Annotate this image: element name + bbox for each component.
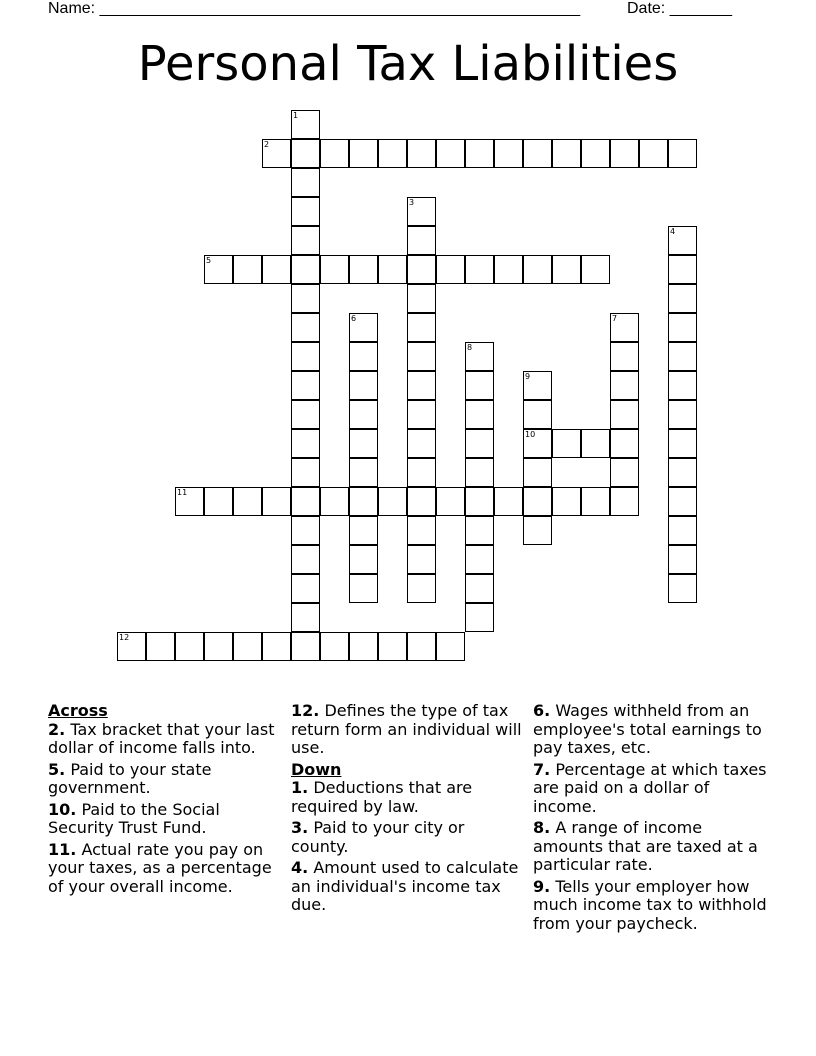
- clue-column-2: [291, 702, 523, 918]
- grid-cell[interactable]: [291, 603, 320, 632]
- clue-number: 4.: [291, 858, 309, 877]
- grid-cell[interactable]: [610, 371, 639, 400]
- grid-cell[interactable]: [291, 400, 320, 429]
- grid-cell[interactable]: [349, 342, 378, 371]
- grid-cell[interactable]: [291, 284, 320, 313]
- grid-cell[interactable]: [349, 139, 378, 168]
- clue-across-5: [48, 761, 280, 798]
- grid-cell[interactable]: [291, 516, 320, 545]
- clue-column-1: [48, 702, 280, 899]
- grid-cell[interactable]: [407, 313, 436, 342]
- grid-cell[interactable]: [668, 313, 697, 342]
- clue-across-10: [48, 801, 280, 838]
- grid-cell[interactable]: [668, 487, 697, 516]
- grid-cell[interactable]: [465, 400, 494, 429]
- cell-number: 7: [612, 314, 618, 323]
- grid-cell[interactable]: [349, 487, 378, 516]
- clue-number: 6.: [533, 701, 551, 720]
- grid-cell[interactable]: [262, 632, 291, 661]
- grid-cell[interactable]: [204, 255, 233, 284]
- grid-cell[interactable]: [465, 516, 494, 545]
- grid-cell[interactable]: [610, 487, 639, 516]
- grid-cell[interactable]: [639, 139, 668, 168]
- grid-cell[interactable]: [262, 255, 291, 284]
- grid-cell[interactable]: [349, 429, 378, 458]
- clue-column-3: [533, 702, 769, 936]
- clue-number: 7.: [533, 759, 551, 779]
- grid-cell[interactable]: [407, 545, 436, 574]
- grid-cell[interactable]: [117, 632, 146, 661]
- clue-down-3: [291, 819, 523, 856]
- grid-cell[interactable]: [349, 313, 378, 342]
- grid-cell[interactable]: [146, 632, 175, 661]
- grid-cell[interactable]: [581, 255, 610, 284]
- page-title: Personal Tax Liabilities: [137, 36, 679, 92]
- clue-down-6: [533, 702, 769, 758]
- grid-cell[interactable]: [291, 226, 320, 255]
- grid-cell[interactable]: [465, 458, 494, 487]
- clue-number: 9.: [533, 876, 551, 896]
- grid-cell[interactable]: [523, 255, 552, 284]
- grid-cell[interactable]: [378, 139, 407, 168]
- across-heading: Across: [48, 701, 108, 720]
- grid-cell[interactable]: [407, 429, 436, 458]
- grid-cell[interactable]: [668, 284, 697, 313]
- grid-cell[interactable]: [407, 632, 436, 661]
- grid-cell[interactable]: [349, 458, 378, 487]
- grid-cell[interactable]: [465, 574, 494, 603]
- grid-cell[interactable]: [668, 574, 697, 603]
- grid-cell[interactable]: [262, 487, 291, 516]
- grid-cell[interactable]: [407, 371, 436, 400]
- grid-cell[interactable]: [175, 487, 204, 516]
- grid-cell[interactable]: [668, 429, 697, 458]
- grid-cell[interactable]: [407, 255, 436, 284]
- grid-cell[interactable]: [291, 197, 320, 226]
- grid-cell[interactable]: [668, 371, 697, 400]
- grid-cell[interactable]: [494, 139, 523, 168]
- clue-number: 1.: [291, 778, 309, 797]
- grid-cell[interactable]: [465, 429, 494, 458]
- grid-cell[interactable]: [349, 574, 378, 603]
- grid-cell[interactable]: [320, 139, 349, 168]
- grid-cell[interactable]: [291, 255, 320, 284]
- grid-cell[interactable]: [581, 429, 610, 458]
- grid-cell[interactable]: [610, 458, 639, 487]
- grid-cell[interactable]: [668, 545, 697, 574]
- grid-cell[interactable]: [291, 632, 320, 661]
- grid-cell[interactable]: [204, 632, 233, 661]
- clue-across-11: [48, 841, 280, 897]
- clue-text: Paid to your state government.: [48, 759, 212, 797]
- grid-cell[interactable]: [407, 226, 436, 255]
- grid-cell[interactable]: [610, 313, 639, 342]
- grid-cell[interactable]: [349, 255, 378, 284]
- clue-text: A range of income amounts that are taxed at a particular rate.: [533, 818, 758, 874]
- grid-cell[interactable]: [291, 371, 320, 400]
- grid-cell[interactable]: [465, 342, 494, 371]
- grid-cell[interactable]: [581, 487, 610, 516]
- grid-cell[interactable]: [552, 139, 581, 168]
- grid-cell[interactable]: [436, 255, 465, 284]
- grid-cell[interactable]: [407, 458, 436, 487]
- clue-text: Amount used to calculate an individual's income tax due.: [291, 858, 519, 914]
- grid-cell[interactable]: [349, 632, 378, 661]
- clue-number: 11.: [48, 839, 77, 859]
- grid-cell[interactable]: [407, 139, 436, 168]
- grid-cell[interactable]: [291, 139, 320, 168]
- grid-cell[interactable]: [407, 574, 436, 603]
- grid-cell[interactable]: [291, 574, 320, 603]
- clue-text: Deductions that are required by law.: [291, 778, 473, 816]
- grid-cell[interactable]: [668, 139, 697, 168]
- name-field[interactable]: Name: ______________________________________________________: [48, 0, 581, 17]
- clue-text: Defines the type of tax return form an individual will use.: [291, 701, 522, 757]
- grid-cell[interactable]: [349, 371, 378, 400]
- grid-cell[interactable]: [436, 139, 465, 168]
- grid-cell[interactable]: [233, 255, 262, 284]
- clue-text: Tax bracket that your last dollar of income falls into.: [48, 719, 275, 757]
- clue-number: 12.: [291, 701, 320, 720]
- grid-cell[interactable]: [610, 139, 639, 168]
- grid-cell[interactable]: [465, 603, 494, 632]
- clue-number: 2.: [48, 719, 66, 739]
- cell-number: 2: [264, 140, 270, 149]
- grid-cell[interactable]: [494, 255, 523, 284]
- grid-cell[interactable]: [465, 371, 494, 400]
- grid-cell[interactable]: [349, 545, 378, 574]
- cell-number: 5: [206, 256, 212, 265]
- grid-cell[interactable]: [233, 487, 262, 516]
- down-heading: Down: [291, 759, 342, 779]
- clue-across-12: [291, 702, 523, 758]
- clue-down-4: [291, 859, 523, 915]
- grid-cell[interactable]: [378, 632, 407, 661]
- clue-text: Tells your employer how much income tax to withhold from your paycheck.: [533, 876, 767, 933]
- date-field[interactable]: Date: _______: [627, 0, 732, 17]
- grid-cell[interactable]: [552, 255, 581, 284]
- grid-cell[interactable]: [291, 168, 320, 197]
- grid-cell[interactable]: [523, 139, 552, 168]
- grid-cell[interactable]: [291, 342, 320, 371]
- grid-cell[interactable]: [378, 487, 407, 516]
- cell-number: 9: [525, 372, 531, 381]
- grid-cell[interactable]: [291, 545, 320, 574]
- clue-text: Percentage at which taxes are paid on a dollar of income.: [533, 759, 767, 816]
- grid-cell[interactable]: [465, 487, 494, 516]
- cell-number: 4: [670, 227, 676, 236]
- cell-number: 10: [525, 430, 536, 439]
- clue-number: 5.: [48, 759, 66, 779]
- clue-text: Wages withheld from an employee's total earnings to pay taxes, etc.: [533, 701, 762, 757]
- grid-cell[interactable]: [494, 487, 523, 516]
- clue-down-8: [533, 819, 769, 875]
- clue-text: Paid to the Social Security Trust Fund.: [48, 799, 220, 837]
- grid-cell[interactable]: [668, 342, 697, 371]
- grid-cell[interactable]: [552, 487, 581, 516]
- clue-number: 3.: [291, 818, 309, 837]
- grid-cell[interactable]: [407, 342, 436, 371]
- cell-number: 12: [119, 633, 130, 642]
- grid-cell[interactable]: [668, 255, 697, 284]
- cell-number: 11: [177, 488, 188, 497]
- cell-number: 3: [409, 198, 415, 207]
- grid-cell[interactable]: [523, 487, 552, 516]
- grid-cell[interactable]: [523, 400, 552, 429]
- grid-cell[interactable]: [668, 400, 697, 429]
- grid-cell[interactable]: [436, 632, 465, 661]
- clue-text: Actual rate you pay on your taxes, as a percentage of your overall income.: [48, 839, 272, 896]
- grid-cell[interactable]: [204, 487, 233, 516]
- grid-cell[interactable]: [320, 632, 349, 661]
- clue-number: 8.: [533, 818, 551, 837]
- cell-number: 1: [293, 111, 299, 120]
- clue-down-1: [291, 779, 523, 816]
- grid-cell[interactable]: [262, 139, 291, 168]
- grid-cell[interactable]: [523, 371, 552, 400]
- grid-cell[interactable]: [407, 197, 436, 226]
- grid-cell[interactable]: [668, 516, 697, 545]
- grid-cell[interactable]: [523, 458, 552, 487]
- grid-cell[interactable]: [465, 255, 494, 284]
- grid-cell[interactable]: [291, 487, 320, 516]
- grid-cell[interactable]: [610, 400, 639, 429]
- grid-cell[interactable]: [465, 545, 494, 574]
- grid-cell[interactable]: [407, 400, 436, 429]
- grid-cell[interactable]: [436, 487, 465, 516]
- clue-text: Paid to your city or county.: [291, 818, 465, 856]
- cell-number: 6: [351, 314, 357, 323]
- grid-cell[interactable]: [407, 487, 436, 516]
- grid-cell[interactable]: [523, 516, 552, 545]
- grid-cell[interactable]: [320, 487, 349, 516]
- grid-cell[interactable]: [291, 313, 320, 342]
- grid-cell[interactable]: [552, 429, 581, 458]
- grid-cell[interactable]: [378, 255, 407, 284]
- grid-cell[interactable]: [465, 139, 494, 168]
- grid-cell[interactable]: [407, 516, 436, 545]
- clue-number: 10.: [48, 799, 77, 819]
- grid-cell[interactable]: [610, 429, 639, 458]
- cell-number: 8: [467, 343, 473, 352]
- clue-down-9: [533, 878, 769, 934]
- grid-cell[interactable]: [523, 429, 552, 458]
- clue-down-7: [533, 761, 769, 817]
- grid-cell[interactable]: [175, 632, 204, 661]
- grid-cell[interactable]: [581, 139, 610, 168]
- grid-cell[interactable]: [291, 429, 320, 458]
- grid-cell[interactable]: [349, 516, 378, 545]
- grid-cell[interactable]: [349, 400, 378, 429]
- grid-cell[interactable]: [233, 632, 262, 661]
- grid-cell[interactable]: [320, 255, 349, 284]
- grid-cell[interactable]: [668, 458, 697, 487]
- grid-cell[interactable]: [407, 284, 436, 313]
- clue-across-2: [48, 721, 280, 758]
- grid-cell[interactable]: [668, 226, 697, 255]
- grid-cell[interactable]: [610, 342, 639, 371]
- grid-cell[interactable]: [291, 110, 320, 139]
- grid-cell[interactable]: [291, 458, 320, 487]
